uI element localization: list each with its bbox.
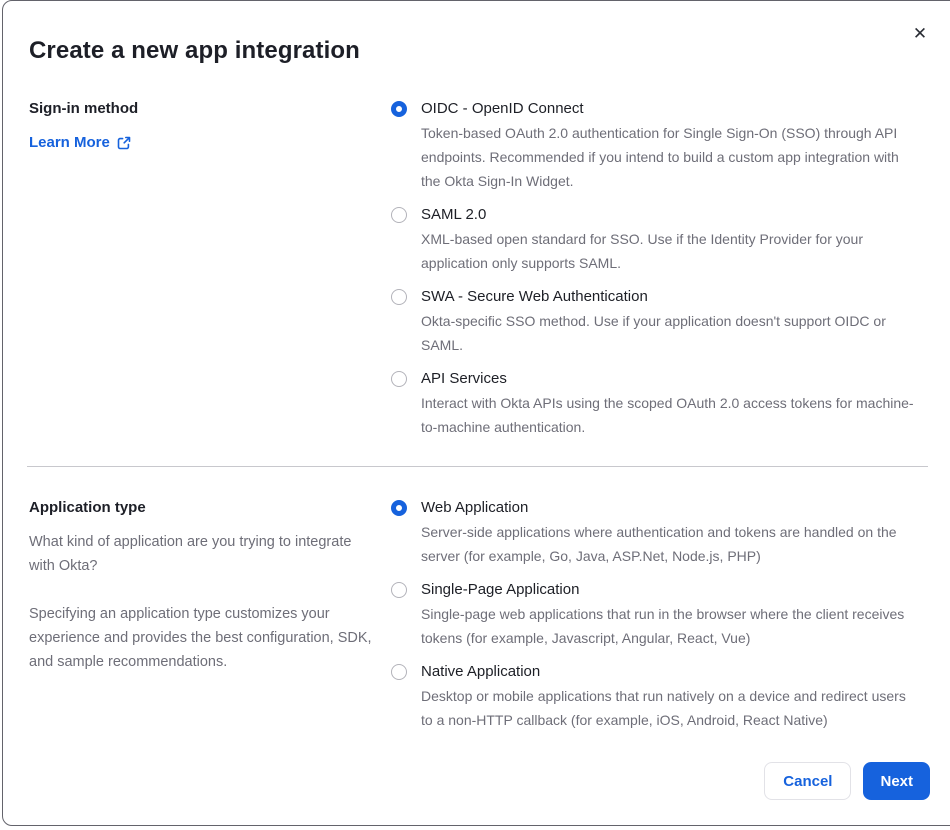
dialog-title: Create a new app integration bbox=[29, 37, 360, 64]
cancel-button[interactable]: Cancel bbox=[764, 762, 851, 800]
option-api-services-description: Interact with Okta APIs using the scoped OAuth 2.0 access tokens for machine-to-machine authentication. bbox=[421, 395, 914, 435]
option-swa[interactable] bbox=[391, 285, 931, 357]
option-single-page-application-description: Single-page web applications that run in the browser where the client receives tokens (for example, Javascript, Angular, React, Vue) bbox=[421, 606, 905, 646]
application-type-label: Application type bbox=[29, 499, 146, 516]
next-button[interactable]: Next bbox=[863, 762, 930, 800]
close-icon[interactable]: ✕ bbox=[907, 21, 933, 47]
sign-in-method-label: Sign-in method bbox=[29, 100, 139, 117]
radio-saml[interactable] bbox=[391, 207, 407, 223]
section-divider bbox=[27, 466, 928, 467]
radio-swa[interactable] bbox=[391, 289, 407, 305]
dialog-footer bbox=[29, 762, 930, 800]
radio-single-page-application[interactable] bbox=[391, 582, 407, 598]
option-saml-description: XML-based open standard for SSO. Use if the Identity Provider for your application only supports SAML. bbox=[421, 231, 863, 271]
radio-web-application[interactable] bbox=[391, 500, 407, 516]
radio-api-services[interactable] bbox=[391, 371, 407, 387]
sign-in-method-options bbox=[391, 97, 931, 439]
sign-in-method-left-column bbox=[29, 97, 391, 155]
application-type-options bbox=[391, 496, 931, 732]
option-single-page-application[interactable] bbox=[391, 578, 931, 650]
option-oidc-description: Token-based OAuth 2.0 authentication for Single Sign-On (SSO) through API endpoints. Recommended if you intend to build a custom app integration with the Okta Sign-In Widget. bbox=[421, 125, 899, 189]
option-swa-description: Okta-specific SSO method. Use if your application doesn't support OIDC or SAML. bbox=[421, 313, 886, 353]
option-web-application[interactable] bbox=[391, 496, 931, 568]
application-type-paragraph-1: What kind of application are you trying to integrate with Okta? bbox=[29, 534, 352, 574]
create-app-integration-dialog bbox=[2, 0, 950, 826]
option-web-application-description: Server-side applications where authentication and tokens are handled on the server (for example, Go, Java, ASP.Net, Node.js, PHP) bbox=[421, 524, 897, 564]
learn-more-link[interactable] bbox=[29, 131, 131, 155]
option-saml[interactable] bbox=[391, 203, 931, 275]
option-single-page-application-label[interactable]: Single-Page Application bbox=[421, 581, 580, 598]
option-saml-label[interactable]: SAML 2.0 bbox=[421, 206, 487, 223]
application-type-left-column bbox=[29, 496, 391, 698]
option-swa-label[interactable]: SWA - Secure Web Authentication bbox=[421, 288, 648, 305]
option-web-application-label[interactable]: Web Application bbox=[421, 499, 529, 516]
learn-more-label: Learn More bbox=[29, 134, 110, 151]
sign-in-method-section bbox=[29, 97, 927, 439]
option-native-application[interactable] bbox=[391, 660, 931, 732]
radio-oidc[interactable] bbox=[391, 101, 407, 117]
application-type-section bbox=[29, 496, 927, 732]
option-native-application-description: Desktop or mobile applications that run natively on a device and redirect users to a non-HTTP callback (for example, iOS, Android, React Native) bbox=[421, 688, 906, 728]
option-oidc-label[interactable]: OIDC - OpenID Connect bbox=[421, 100, 584, 117]
option-api-services-label[interactable]: API Services bbox=[421, 370, 507, 387]
external-link-icon bbox=[117, 136, 131, 150]
option-native-application-label[interactable]: Native Application bbox=[421, 663, 541, 680]
option-api-services[interactable] bbox=[391, 367, 931, 439]
option-oidc[interactable] bbox=[391, 97, 931, 193]
radio-native-application[interactable] bbox=[391, 664, 407, 680]
application-type-paragraph-2: Specifying an application type customizes your experience and provides the best configuration, SDK, and sample recommendations. bbox=[29, 606, 372, 670]
